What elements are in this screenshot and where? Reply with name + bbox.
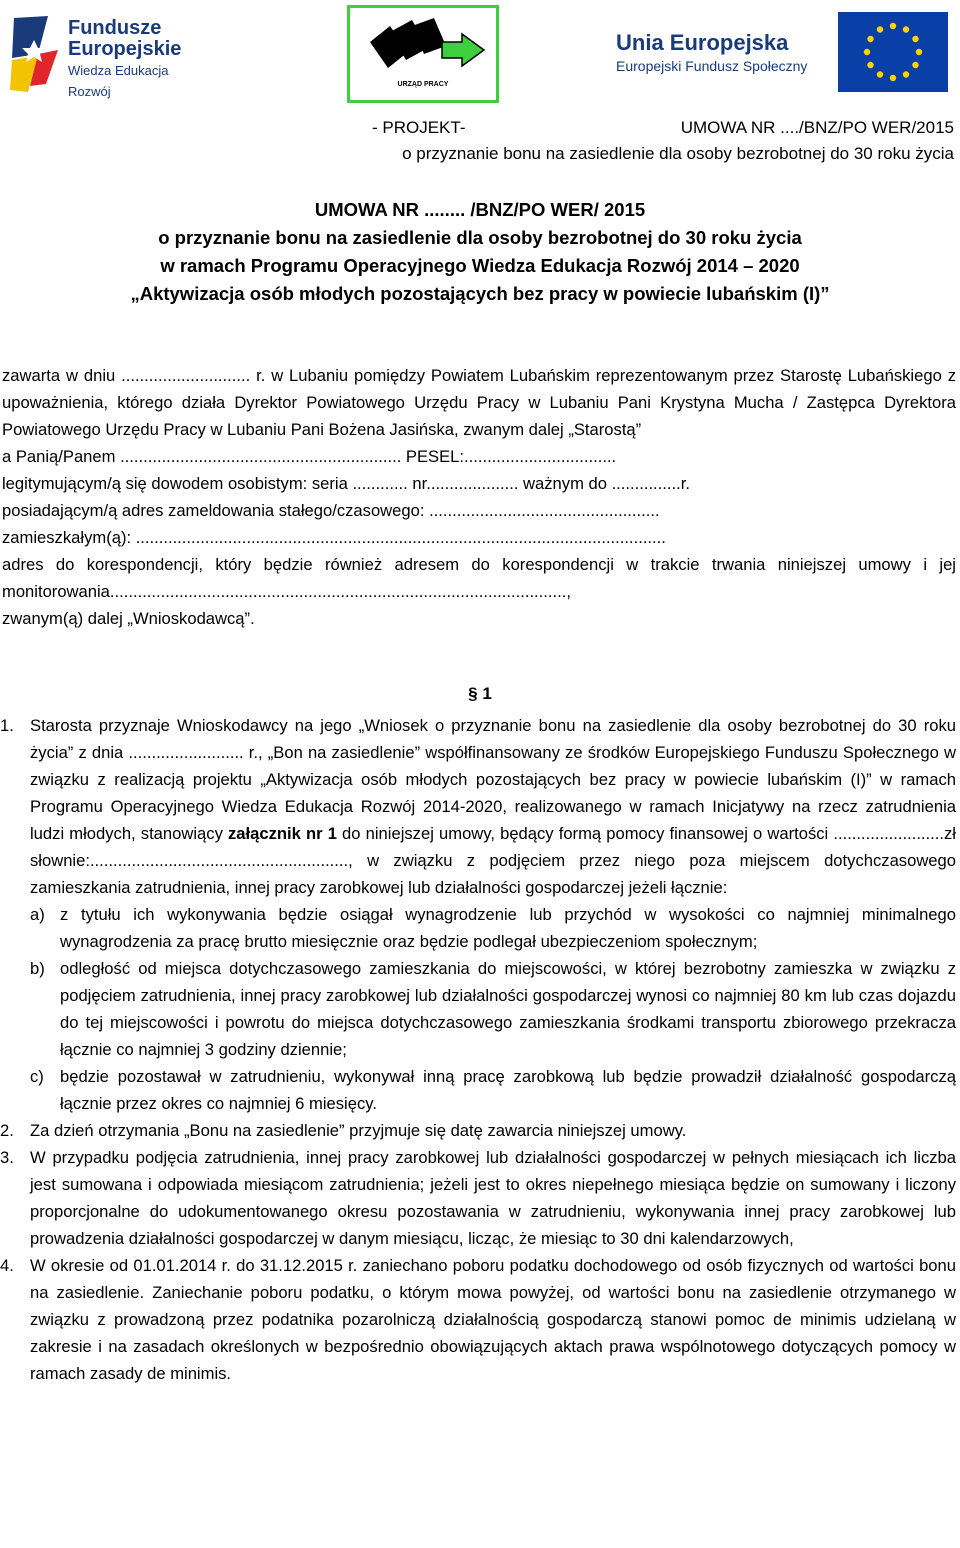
intro-p7: zwanym(ą) dalej „Wnioskodawcą”. bbox=[2, 609, 255, 628]
fundusze-europejskie-logo bbox=[8, 14, 208, 99]
condition-b-text: odległość od miejsca dotychczasowego zamieszkania do miejscowości, w której bezrobotny zamieszka w związku z podjęciem zatrudnienia, innej pracy zarobkowej lub działalności gospodarczej wynosi co najmniej 80 km lub czas dojazdu do tej miejscowości i powrotu do miejsca dotychczasowego zamieszkania środkami transportu zbiorowego przekracza łącznie co najmniej 3 godziny dziennie; bbox=[60, 959, 956, 1059]
intro-p1: zawarta w dniu ............................ r. w Lubaniu pomiędzy Powiatem Lubańskim reprezentowanym przez Starostę Lubańskiego z upoważnienia, którego działa Dyrektor Powiatowego Urzędu Pracy w Lubaniu Pani Krystyna Mucha / Zastępca Dyrektora Powiatowego Urzędu Pracy w Lubaniu Pani Bożena Jasińska, zwanym dalej „Starostą” bbox=[2, 366, 956, 439]
clause-1-text-b: do niniejszej umowy, będący formą pomocy finansowej o wartości ........................zł słownie:........................................................, w związku z podjęciem przez niego poza miejscem dotychczasowego zamieszkania zatrudnienia, innej pracy zarobkowej lub działalności gospodarczej jeżeli łącznie: bbox=[30, 824, 956, 897]
clause-1 bbox=[0, 712, 956, 1117]
condition-c-text: będzie pozostawał w zatrudnieniu, wykonywał inną pracę zarobkową lub będzie prowadził działalność gospodarczą łącznie przez okres co najmniej 6 miesięcy. bbox=[60, 1067, 956, 1113]
clause-4-text: W okresie od 01.01.2014 r. do 31.12.2015 r. zaniechano poboru podatku dochodowego od osób fizycznych od wartości bonu na zasiedlenie. Zaniechanie poboru podatku, o którym mowa powyżej, od wartości bonu na zasiedlenie otrzymanego w związku z prowadzoną przez podatnika pozarolniczą działalnością gospodarczą stanowi pomoc de minimis udzielaną w zakresie i na zasadach określonych w bezpośrednio obowiązujących aktach prawa wspólnotowego dotyczących pomocy w ramach zasady de minimis. bbox=[30, 1256, 956, 1383]
intro-p6: adres do korespondencji, który będzie również adresem do korespondencji w trakcie trwania niniejszej umowy i jej monitorowania..................................................................................................., bbox=[2, 555, 956, 601]
clause-2 bbox=[0, 1117, 956, 1144]
clause-1-bold: załącznik nr 1 bbox=[228, 824, 337, 843]
condition-letter: c) bbox=[30, 1067, 44, 1086]
condition-b bbox=[30, 955, 956, 1063]
ue-line2: Europejski Fundusz Społeczny bbox=[616, 58, 808, 74]
contract-number: UMOWA NR ..../BNZ/PO WER/2015 bbox=[680, 118, 954, 137]
fe-star-icon bbox=[8, 14, 64, 94]
header-subtitle: o przyznanie bonu na zasiedlenie dla osoby bezrobotnej do 30 roku życia bbox=[402, 144, 954, 163]
urzad-pracy-logo bbox=[347, 5, 499, 103]
cards-arrow-icon bbox=[350, 12, 496, 82]
intro-p2: a Panią/Panem ............................................................. PESEL:................................. bbox=[2, 447, 617, 466]
condition-a-text: z tytułu ich wykonywania będzie osiągał wynagrodzenie lub przychód w wysokości co najmniej minimalnego wynagrodzenia za pracę brutto miesięcznie oraz będzie podlegał ubezpieczeniom społecznym; bbox=[60, 905, 956, 951]
clause-3-text: W przypadku podjęcia zatrudnienia, innej pracy zarobkowej lub działalności gospodarczej w pełnych miesiącach ich liczba jest sumowana i odpowiada miesiącom zatrudnienia; jeżeli jest to okres niepełnego miesiąca będzie on sumowany i liczony proporcjonalne do udokumentowanego okresu pozostawania w zatrudnieniu, wykonywania innej pracy zarobkowej lub prowadzenia działalności gospodarczej w danym miesiącu, licząc, że miesiąc to 30 dni kalendarzowych, bbox=[30, 1148, 956, 1248]
intro-section bbox=[2, 362, 956, 632]
condition-a bbox=[30, 901, 956, 955]
title-line3: w ramach Programu Operacyjnego Wiedza Edukacja Rozwój 2014 – 2020 bbox=[160, 255, 800, 276]
fe-line3: Wiedza Edukacja Rozwój bbox=[68, 63, 169, 99]
intro-p4: posiadającym/ą adres zameldowania stałego/czasowego: .................................................. bbox=[2, 501, 660, 520]
logo-bar bbox=[0, 0, 960, 110]
clause-number: 4. bbox=[0, 1256, 14, 1275]
clause-2-text: Za dzień otrzymania „Bonu na zasiedlenie” przyjmuje się datę zawarcia niniejszej umowy. bbox=[30, 1121, 687, 1140]
title-line2: o przyznanie bonu na zasiedlenie dla osoby bezrobotnej do 30 roku życia bbox=[158, 227, 802, 248]
clause-3 bbox=[0, 1144, 956, 1252]
unia-europejska-text bbox=[616, 30, 807, 74]
title-line1: UMOWA NR ........ /BNZ/PO WER/ 2015 bbox=[314, 199, 646, 220]
fe-line1: Fundusze bbox=[68, 17, 162, 39]
intro-p3: legitymującym/ą się dowodem osobistym: seria ............ nr.................... ważnym do ...............r. bbox=[2, 474, 690, 493]
clause-number: 1. bbox=[0, 716, 14, 735]
clause-4 bbox=[0, 1252, 956, 1387]
clause-number: 2. bbox=[0, 1121, 14, 1140]
eu-flag-icon bbox=[838, 12, 948, 92]
ue-line1: Unia Europejska bbox=[616, 30, 789, 55]
intro-p5: zamieszkałym(ą): ................................................................................................................... bbox=[2, 528, 666, 547]
document-title bbox=[0, 196, 960, 308]
urzad-pracy-label: URZĄD PRACY bbox=[397, 81, 449, 88]
header-row bbox=[354, 118, 954, 140]
clause-1-text-a: Starosta przyznaje Wnioskodawcy na jego „Wniosek o przyznanie bonu na zasiedlenie dla osoby bezrobotnej do 30 roku życia” z dnia ......................... r., „Bon na zasiedlenie” współfinansowany ze środków Europejskiego Funduszu Społecznego w związku z realizacją projektu „Aktywizacja osób młodych pozostających bez pracy w powiecie lubańskim (I)” w ramach Programu Operacyjnego Wiedza Edukacja Rozwój 2014-2020, realizowanego w ramach Inicjatywy na rzecz zatrudnienia ludzi młodych, stanowiący bbox=[30, 716, 956, 843]
title-line4: „Aktywizacja osób młodych pozostających bez pracy w powiecie lubańskim (I)” bbox=[130, 283, 830, 304]
clauses-list bbox=[0, 712, 956, 1387]
fe-line2: Europejskie bbox=[68, 38, 182, 60]
condition-c bbox=[30, 1063, 956, 1117]
project-label: - PROJEKT- bbox=[372, 118, 466, 137]
condition-letter: a) bbox=[30, 905, 45, 924]
clause-number: 3. bbox=[0, 1148, 14, 1167]
fe-text-block bbox=[68, 18, 208, 102]
conditions-list bbox=[30, 901, 956, 1117]
condition-letter: b) bbox=[30, 959, 45, 978]
section-heading: § 1 bbox=[468, 684, 492, 703]
